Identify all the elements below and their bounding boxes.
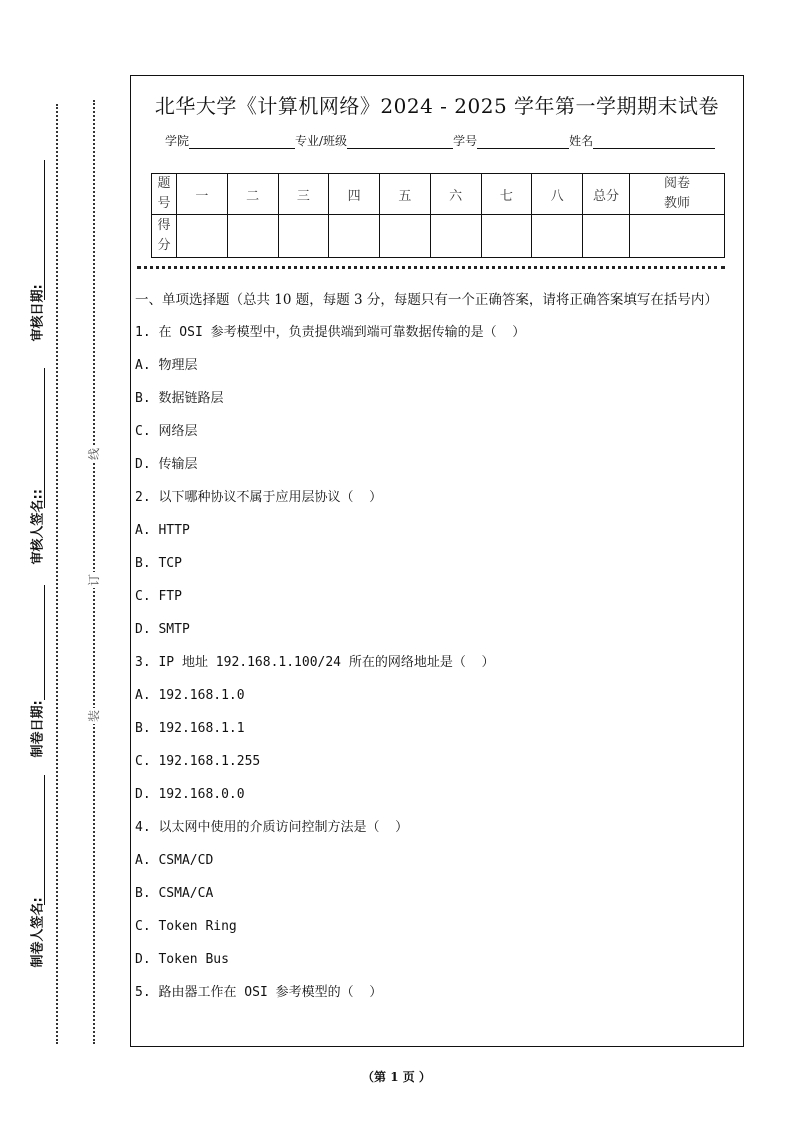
option-b: B. 192.168.1.1: [135, 721, 245, 736]
option-a: A. CSMA/CD: [135, 853, 214, 868]
binding-char-ding: 订: [87, 574, 101, 587]
column-header: 五: [380, 174, 431, 215]
option-a: A. HTTP: [135, 523, 190, 538]
score-cell[interactable]: [380, 215, 431, 258]
option-b: B. 数据链路层: [135, 391, 224, 406]
name-field[interactable]: [593, 134, 715, 149]
college-field[interactable]: [189, 134, 295, 149]
score-row: [152, 215, 725, 258]
column-header: 六: [430, 174, 481, 215]
question-stem: 5. 路由器工作在 OSI 参考模型的（ ）: [135, 985, 383, 1000]
question-3: [135, 653, 733, 818]
question-stem: 2. 以下哪种协议不属于应用层协议（ ）: [135, 490, 383, 505]
score-cell[interactable]: [177, 215, 228, 258]
score-cell[interactable]: [481, 215, 532, 258]
option-a: A. 192.168.1.0: [135, 688, 245, 703]
score-cell[interactable]: [227, 215, 278, 258]
column-header: 三: [278, 174, 329, 215]
option-d: D. SMTP: [135, 622, 190, 637]
score-cell[interactable]: [329, 215, 380, 258]
column-header-total: 总分: [583, 174, 630, 215]
signature-line: [44, 160, 45, 300]
option-c: C. 192.168.1.255: [135, 754, 261, 769]
score-cell-total[interactable]: [583, 215, 630, 258]
reviewer-signature-label: 审核人签名::: [30, 489, 46, 565]
option-d: D. Token Bus: [135, 952, 229, 967]
student-info-row: [165, 132, 715, 149]
grader-cell[interactable]: [630, 215, 725, 258]
outer-dotted-cut-line: [56, 104, 58, 1044]
column-header: 四: [329, 174, 380, 215]
question-number-row: [152, 174, 725, 215]
page-number: （第 1 页 ）: [362, 1070, 431, 1084]
question-5: [135, 983, 733, 1016]
paper-maker-signature-label: 制卷人签名:: [30, 897, 46, 968]
binding-margin: [0, 0, 128, 1122]
option-d: D. 192.168.0.0: [135, 787, 245, 802]
question-4: [135, 818, 733, 983]
column-header: 一: [177, 174, 228, 215]
option-a: A. 物理层: [135, 358, 198, 373]
score-table: [151, 173, 725, 258]
grader-header: 阅卷 教师: [630, 174, 725, 215]
option-d: D. 传输层: [135, 457, 198, 472]
option-c: C. Token Ring: [135, 919, 237, 934]
option-c: C. FTP: [135, 589, 182, 604]
section-heading: 一、单项选择题（总共 10 题，每题 3 分，每题只有一个正确答案，请将正确答案填写在括号内）: [135, 292, 718, 308]
signature-line: [44, 775, 45, 905]
review-date-label: 审核日期:: [30, 284, 46, 342]
column-header: 二: [227, 174, 278, 215]
question-stem: 1. 在 OSI 参考模型中，负责提供端到端可靠数据传输的是（ ）: [135, 325, 526, 340]
section-1: [135, 290, 733, 1016]
signature-line: [44, 368, 45, 508]
question-number-header: 题 号: [152, 174, 177, 215]
major-class-label: 专业/班级: [295, 134, 348, 148]
student-id-label: 学号: [453, 134, 478, 148]
binding-char-xian: 线: [87, 448, 101, 461]
signature-line: [44, 585, 45, 700]
paper-date-label: 制卷日期:: [30, 700, 46, 758]
student-id-field[interactable]: [477, 134, 569, 149]
option-c: C. 网络层: [135, 424, 198, 439]
exam-page-frame: [130, 75, 744, 1047]
question-stem: 4. 以太网中使用的介质访问控制方法是（ ）: [135, 820, 409, 835]
exam-title: 北华大学《计算机网络》2024 - 2025 学年第一学期期末试卷: [154, 94, 720, 118]
question-stem: 3. IP 地址 192.168.1.100/24 所在的网络地址是（ ）: [135, 655, 495, 670]
binding-char-zhuang: 装: [87, 710, 101, 723]
major-class-field[interactable]: [347, 134, 453, 149]
option-b: B. TCP: [135, 556, 182, 571]
column-header: 七: [481, 174, 532, 215]
score-cell[interactable]: [278, 215, 329, 258]
option-b: B. CSMA/CA: [135, 886, 214, 901]
question-2: [135, 488, 733, 653]
question-1: [135, 323, 733, 488]
score-cell[interactable]: [532, 215, 583, 258]
college-label: 学院: [165, 134, 190, 148]
name-label: 姓名: [569, 134, 594, 148]
column-header: 八: [532, 174, 583, 215]
score-cell[interactable]: [430, 215, 481, 258]
dotted-separator: [137, 266, 725, 269]
score-row-header: 得 分: [152, 215, 177, 258]
